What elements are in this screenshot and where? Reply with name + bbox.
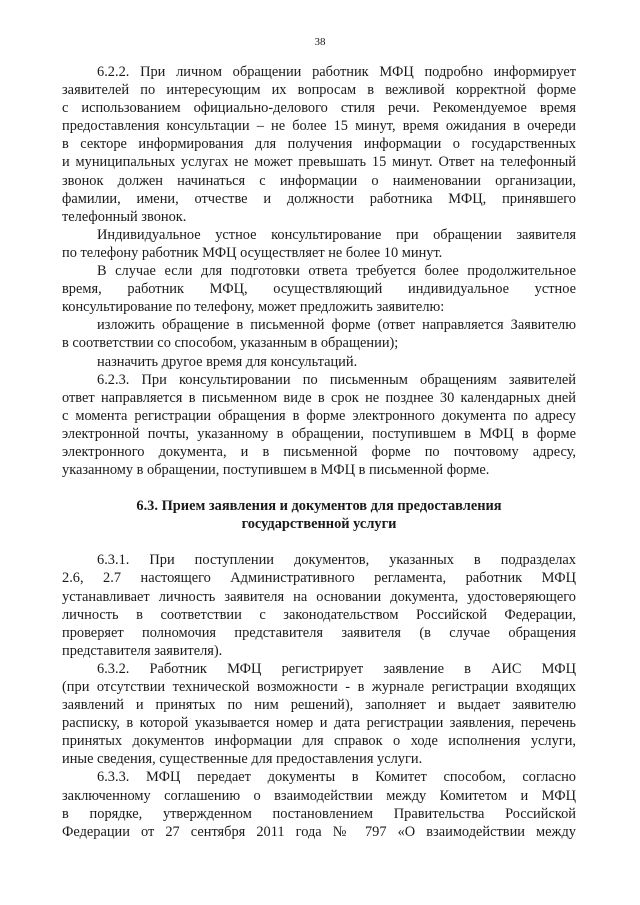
text-line: указанному в обращении, поступившем в МФЦ в письменной форме. [62,462,490,479]
text-line: 2.6, 2.7 настоящего Административного регламента, работник МФЦ [62,570,576,587]
paragraph [62,768,576,840]
text-line: проверяет полномочия представителя заявителя (в случае обращения [62,624,576,641]
text-line: 6.2.3. При консультировании по письменным обращениям заявителей [97,371,576,388]
text-line: электронной почты, указанному в обращении, поступившем в МФЦ в форме [62,425,576,442]
text-line: устанавливает личность заявителя на основании документа, удостоверяющего [62,588,576,605]
text-line: личность в соответствии с законодательством Российской Федерации, [62,606,576,623]
section-6-2-text [62,63,576,479]
document-body [62,63,576,841]
text-line: с использованием официально-делового стиля речи. Рекомендуемое время [62,100,576,117]
text-line: заключенному соглашению о взаимодействии между Комитетом и МФЦ [62,787,576,804]
paragraph [62,371,576,480]
text-line: звонок должен начинаться с информации о наименовании организации, [62,172,576,189]
text-line: Федерации от 27 сентября 2011 года № 797 «О взаимодействии между [62,823,576,840]
text-line: представителя заявителя). [62,642,223,659]
text-line: в соответствии со способом, указанным в обращении); [62,335,399,352]
page-number: 38 [314,36,326,48]
text-line: фамилии, имени, отчестве и должности работника МФЦ, принявшего [62,190,576,207]
text-line: В случае если для подготовки ответа требуется более продолжительное [97,263,576,280]
text-line: 6.3.1. При поступлении документов, указанных в подразделах [97,552,576,569]
section-heading-line-2: государственной услуги [241,516,397,533]
text-line: электронного документа, и в письменной форме по почтовому адресу, [62,443,576,460]
text-line: заявлений и принятых по ним решений), заполняет и выдает заявителю [62,697,576,714]
text-line: по телефону работник МФЦ осуществляет не более 10 минут. [62,244,443,261]
text-line: иные сведения, существенные для предоставления услуги. [62,751,423,768]
text-line: в секторе информирования для получения информации о государственных [62,136,576,153]
text-line: консультирование по телефону, может предложить заявителю: [62,299,445,316]
text-line: изложить обращение в письменной форме (ответ направляется Заявителю [97,317,576,334]
text-line: ответ направляется в письменном виде в срок не позднее 30 календарных дней [62,389,576,406]
text-line: 6.3.2. Работник МФЦ регистрирует заявление в АИС МФЦ [97,660,576,677]
section-heading-line-1: 6.3. Прием заявления и документов для предоставления [136,498,502,515]
paragraph [62,660,576,769]
text-line: предоставления консультации – не более 15 минут, время ожидания в очереди [62,118,576,135]
text-line: с момента регистрации обращения в форме электронного документа по адресу [62,407,576,424]
text-line: назначить другое время для консультаций. [97,353,358,370]
section-6-3-text [62,551,576,841]
paragraph [62,226,576,262]
paragraph [62,316,576,352]
text-line: (при отсутствии технической возможности - в журнале регистрации входящих [62,679,576,695]
paragraph [62,63,576,226]
text-line: расписку, в которой указывается номер и дата регистрации заявления, перечень [62,715,576,732]
text-line: 6.2.2. При личном обращении работник МФЦ подробно информирует [97,64,576,80]
text-line: принятых документов информации для справок о ходе исполнения услуги, [62,733,576,750]
text-line: телефонный звонок. [62,208,187,225]
paragraph [62,353,576,371]
text-line: Индивидуальное устное консультирование при обращении заявителя [97,226,576,243]
section-heading [62,497,576,533]
text-line: и муниципальных услугах не может превышать 15 минут. Ответ на телефонный [62,154,576,171]
paragraph [62,262,576,316]
text-line: время, работник МФЦ, осуществляющий индивидуальное устное [62,281,576,298]
text-line: в порядке, утвержденном постановлением Правительства Российской [62,805,576,822]
text-line: 6.3.3. МФЦ передает документы в Комитет способом, согласно [97,769,576,786]
paragraph [62,551,576,660]
text-line: заявителей по интересующим их вопросам в вежливой корректной форме [62,82,576,99]
